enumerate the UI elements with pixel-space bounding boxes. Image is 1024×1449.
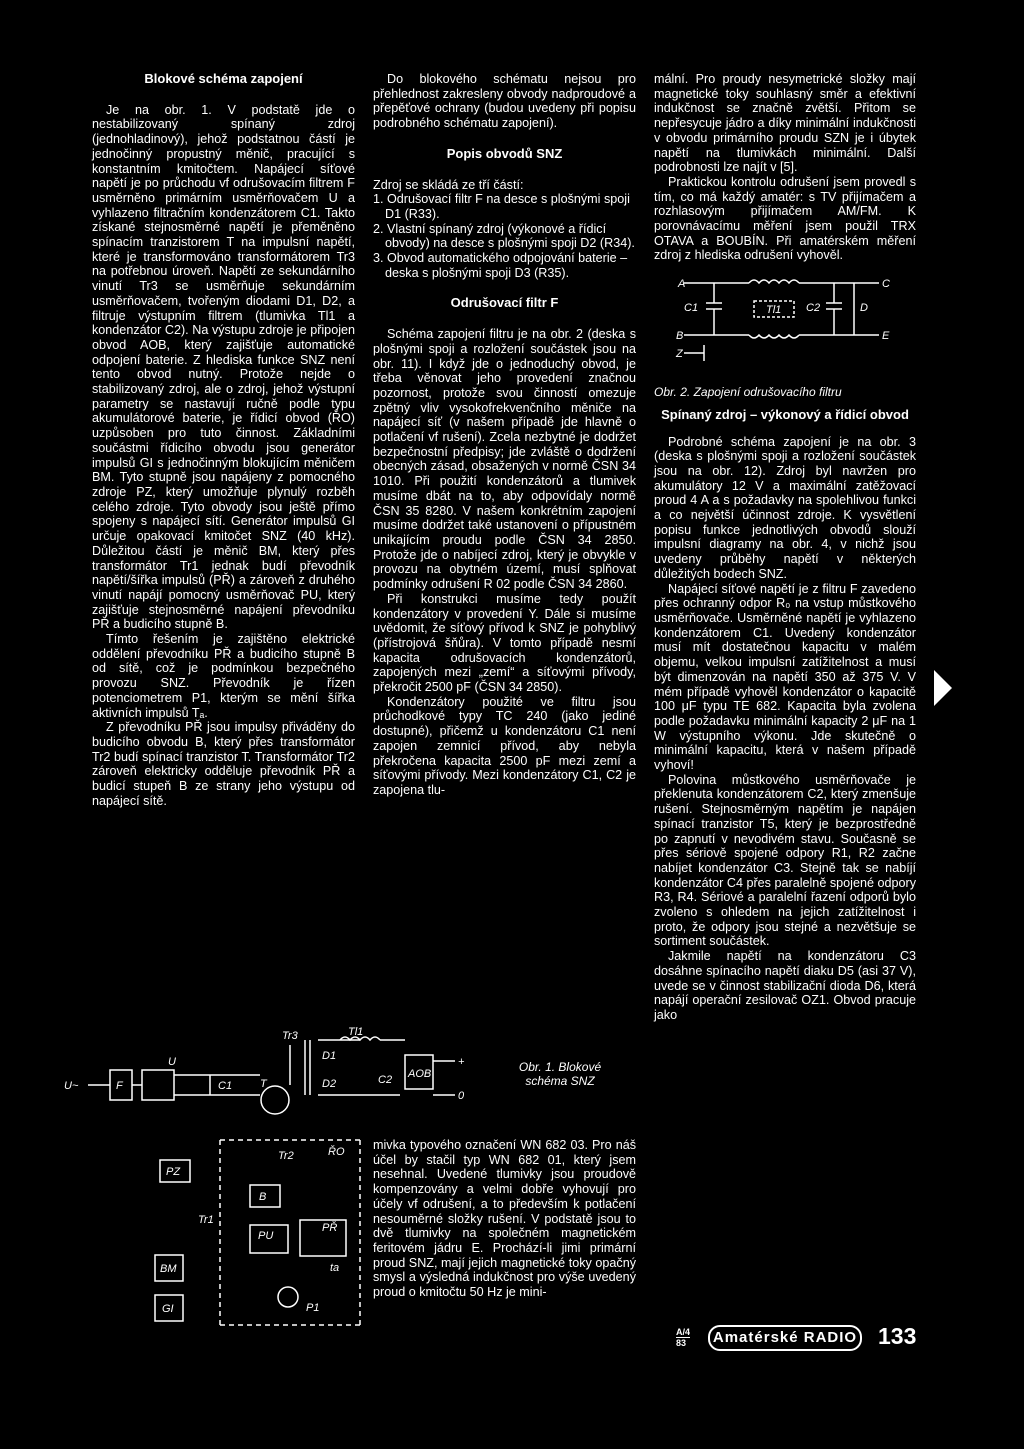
label-p1: P1 [306,1302,320,1314]
issue-number [676,1327,690,1348]
label-d: D [860,302,868,315]
paragraph: Schéma zapojení filtru je na obr. 2 (deska s plošnými spoji a rozložení součástek jsou na obr. 11). I když jde o jednoduchý obvod, je třeba věnovat jeho provedení značnou pozornost, protože svou činností omezuje zpětný vliv vysokofrekvenčního měniče na napájecí síť (v našem případě jde hlavně o potlačení vf rušení). Zcela nezbytné je dodržet bezpečnostní předpisy; jde zvláště o dodržení obecných zásad, obsažených v normě ČSN 34 1010. Při použití kondenzátorů a tlumivek musíme dbát na to, aby odpovídaly normě ČSN 35 8280. V našem konkrétním zapojení musíme dodržet také ustanovení o přípustném unikajícím proudu podle ČSN 34 2850. Protože jde o nabíjecí zdroj, který je obvykle v provozu na obytném území, musí splňovat podmínky odrušení R 02 podle ČSN 34 2860. [373,327,636,592]
label-pr: PŘ [322,1222,338,1234]
figure-1-block-schematic [60,1025,480,1355]
column-right [654,72,916,1023]
label-b: B [676,330,684,343]
paragraph: Praktickou kontrolu odrušení jsem provedl s tím, co má každý amatér: s TV přijímačem a rozhlasovým přijímačem AM/FM. K porovnávacímu měření jsem použil TRX OTAVA a BOUBÍN. Při amatérském měření zdroj z hlediska odrušení vyhověl. [654,174,916,263]
paragraph: Do blokového schématu nejsou pro přehlednost zakresleny obvody nadproudové a přepěťové ochrany (budou uvedeny při popisu podrobného schématu zapojení). [373,72,636,131]
paragraph: Z převodníku PŘ jsou impulsy přiváděny do budicího obvodu B, který přes transformátor Tr2 budí spínací tranzistor T. Transformátor Tr2 zároveň elektricky odděluje převodník PŘ a budicí stupeň B ze strany jeho výstupu od napájecí sítě. [92,720,355,808]
label-f: F [116,1080,123,1092]
label-c2: C2 [806,302,821,315]
paragraph: Při konstrukci musíme tedy použít kondenzátory v provedení Y. Dále si musíme uvědomit, že síťový přívod k SNZ je pohyblivý (přístrojová šňůra). V tomto případě nesmí kapacita odrušovacích kondenzátorů, zapojených mezi „zemí“ a síťovými přívody, překročit 2500 pF (ČSN 34 2850). [373,591,636,695]
label-tl1: Tl1 [766,304,782,317]
column-middle [373,72,636,798]
label-tl1: Tl1 [348,1026,364,1038]
label-u-ac: U~ [64,1080,79,1092]
issue-top: A/4 [676,1327,691,1337]
paragraph: Jakmile napětí na kondenzátoru C3 dosáhne spínacího napětí diaku D5 (asi 37 V), uvede se v činnost stabilizační dioda D6, která napájí operační zesilovač OZ1. Obvod pracuje jako [654,949,916,1022]
label-tr2: Tr2 [278,1150,294,1162]
paragraph: Napájecí síťové napětí je z filtru F zavedeno přes ochranný odpor R₀ na vstup můstkového usměrňovače. Usměrněné napětí je vyhlazeno kondenzátorem C1. Uvedený kondenzátor musí mít dostatečnou kapacitu v malém objemu, velkou impulsní zatížitelnost a musí být dimenzován na napětí 350 až 375 V. V mém případě vyhověl kondenzátor o kapacitě 100 μF typu TE 682. Kapacita byla zvolena podle požadavku minimální kapacity 2 μF na 1 W výstupního výkonu. Jde skutečně o minimální kapacitu, která v našem případě vyhoví! [654,581,916,773]
figure-2-filter-schematic [654,273,916,385]
magazine-logo: Amatérské RADIO [708,1325,862,1351]
label-z: Z [676,348,683,361]
label-gi: GI [162,1303,174,1315]
label-aob: AOB [408,1068,432,1080]
list-item: 2. Vlastní spínaný zdroj (výkonové a řídicí obvody) na desce s plošnými spoji D2 (R34). [373,221,635,251]
label-c1: C1 [218,1080,233,1092]
paragraph: Polovina můstkového usměrňovače je překlenuta kondenzátorem C2, který zmenšuje rušení. Stejnosměrným napětím je napájen spínací tranzistor T5, který je bezprostředně po zapnutí v nevodivém stavu. Současně se přes sériově spojené odpory R1, R2 začne nabíjet kondenzátor C3. Stejně tak se nabíjí kondenzátor C4 přes paralelně spojené odpory R3, R4. Sériové a paralelní řazení odporů bylo zvoleno s ohledem na jejich zatížitelnost i proto, že odpory jsou stejné a nezvětšuje se sortiment součástek. [654,772,916,949]
figure-2-caption: Obr. 2. Zapojení odrušovacího filtru [654,385,842,400]
label-e: E [882,330,890,343]
label-pu: PU [258,1230,274,1242]
list-item: 3. Obvod automatického odpojování baterie – deska s plošnými spoji D3 (R35). [373,251,628,280]
paragraph: Podrobné schéma zapojení je na obr. 3 (deska s plošnými spoji a rozložení součástek jsou na obr. 12). Zdroj byl navržen pro akumulátory 12 V a maximální zatěžovací proud 4 A a s požadavky na spolehlivou funkci a co největší účinnost zdroje. K vysvětlení popisu funkce jednotlivých obvodů slouží impulsní diagramy na obr. 4, v nichž jsou uvedeny průběhy napětí v některých důležitých bodech SNZ. [654,434,916,581]
list-item: 1. Odrušovací filtr F na desce s plošnými spoji D1 (R33). [373,192,630,221]
filter-labels [675,278,890,360]
label-c1: C1 [684,302,699,315]
parts-list [373,192,636,280]
paragraph: Kondenzátory použité ve filtru jsou průchodkové typy TC 240 (jako jediné dostupné), přičemž u kondenzátoru C1 není zapojen zemnicí přívod, aby nebyla překročena kapacita 2500 pF mezi zemí a síťovými přívody. Mezi kondenzátory C1, C2 je zapojena tlu- [373,694,636,797]
label-d1: D1 [322,1050,337,1062]
column-left [92,72,355,808]
paragraph: mivka typového označení WN 682 03. Pro náš účel by stačil typ WN 682 01, který jsem nesehnal. Uvedené tlumivky jsou proudově kompenzovány a velmi dobře vyhovují pro účely vf odrušení, a to především k potlačení nesouměrné složky rušení. V podstatě jsou to dvě tlumivky na společném magnetickém feritovém jádru E. Prochází-li jimi primární proud SNZ, mají jejich magnetické toky opačný smysl a výsledná indukčnost pro výše uvedený proud o kmitočtu 50 Hz je mini- [373,1138,636,1300]
list-intro: Zdroj se skládá ze tří částí: [373,177,524,192]
label-ta: ta [330,1262,340,1274]
label-c: C [882,278,890,291]
label-b: B [259,1191,267,1203]
label-t: T [260,1078,267,1090]
label-d2: D2 [322,1078,337,1090]
label-tr1: Tr1 [198,1214,214,1226]
paragraph: Je na obr. 1. V podstatě jde o nestabilizovaný spínaný zdroj (jednohladinový), jehož podstatnou částí je jednočinný propustný měnič, pracující s konstantním kmitočtem. Napájecí síťové napětí je po průchodu vf odrušovacím filtrem F usměrněno primárním usměrňovačem U a vyhlazeno filtračním kondenzátorem C1. Takto získané stejnosměrné napětí je přeměněno spínacím tranzistorem T na impulsní napětí, které je transformováno transformátorem Tr3 na potřebnou úroveň. Napětí ze sekundárního vinutí Tr3 se usměrňuje sekundárním usměrňovačem, tvořeným diodami D1, D2, a filtruje výstupním filtrem (tlumivka Tl1 a kondenzátor C2). Na výstupu zdroje je připojen obvod AOB, který zajišťuje automatické odpojení baterie. Z hlediska funkce SNZ není tento obvod nutný. Protože nejde o stabilizovaný zdroj, ale o zdroj, jehož výstupní parametry se nastavují ručně podle typu akumulátorové baterie, je řídicí obvod (ŘO) uzpůsoben pro tuto činnost. Základními součástmi řídicího obvodu jsou generátor impulsů GI s jednočinným blokujícím měničem BM. Tyto stupně jsou napájeny z pomocného zdroje PZ, který umožňuje plynulý rozběh celého zdroje. Tyto obvody jsou ještě přímo spojeny s napájecí sítí. Generátor impulsů GI určuje opakovací kmitočet SNZ (40 kHz). Důležitou částí je měnič BM, který přes transformátor Tr1 jednak budí převodník napětí/šířka impulsů (PŘ) a zároveň z druhého vinutí napájí pomocný usměrňovač PU, který zajišťuje stejnosměrné napájení převodníku PŘ a budicího stupně B. [92,102,355,632]
issue-bottom: 83 [676,1337,690,1348]
label-plus: + [458,1056,465,1068]
figure-1-caption: Obr. 1. Blokové schéma SNZ [518,1060,602,1088]
label-ro: ŘO [328,1146,345,1158]
label-c2: C2 [378,1074,393,1086]
label-a: A [678,278,686,291]
block-schematic-svg [60,1025,480,1355]
label-tr3: Tr3 [282,1030,298,1042]
continue-arrow-icon [934,670,952,706]
paragraph: mální. Pro proudy nesymetrické složky mají magnetické toky souhlasný směr a efektivní indukčnost se značně zvětší. Přitom se nepřesycuje jádro a díky minimální indukčnosti v obvodu primárního proudu SZN je i úbytek napětí na tlumivkách minimální. Další podrobnosti lze najít v [5]. [654,72,916,175]
label-zero: 0 [458,1090,465,1102]
paragraph: Tímto řešením je zajištěno elektrické oddělení převodníku PŘ a budicího stupně B od sítě, což je podmínkou bezpečného provozu SNZ. Převodník je řízen potenciometrem P1, kterým se mění šířka aktivních impulsů Tₐ. [92,632,355,720]
section-heading-block-schema: Blokové schéma zapojení [144,71,303,86]
label-pz: PZ [166,1166,181,1178]
section-heading-popis-obvodu: Popis obvodů SNZ [446,145,563,161]
page-number: 133 [878,1323,917,1349]
label-u: U [168,1056,176,1068]
filter-schematic-svg [654,273,916,381]
section-heading-spinany-zdroj: Spínaný zdroj – výkonový a řídicí obvod [661,406,909,422]
label-bm: BM [160,1263,177,1275]
section-heading-odrusovaci-filtr: Odrušovací filtr F [450,295,559,311]
